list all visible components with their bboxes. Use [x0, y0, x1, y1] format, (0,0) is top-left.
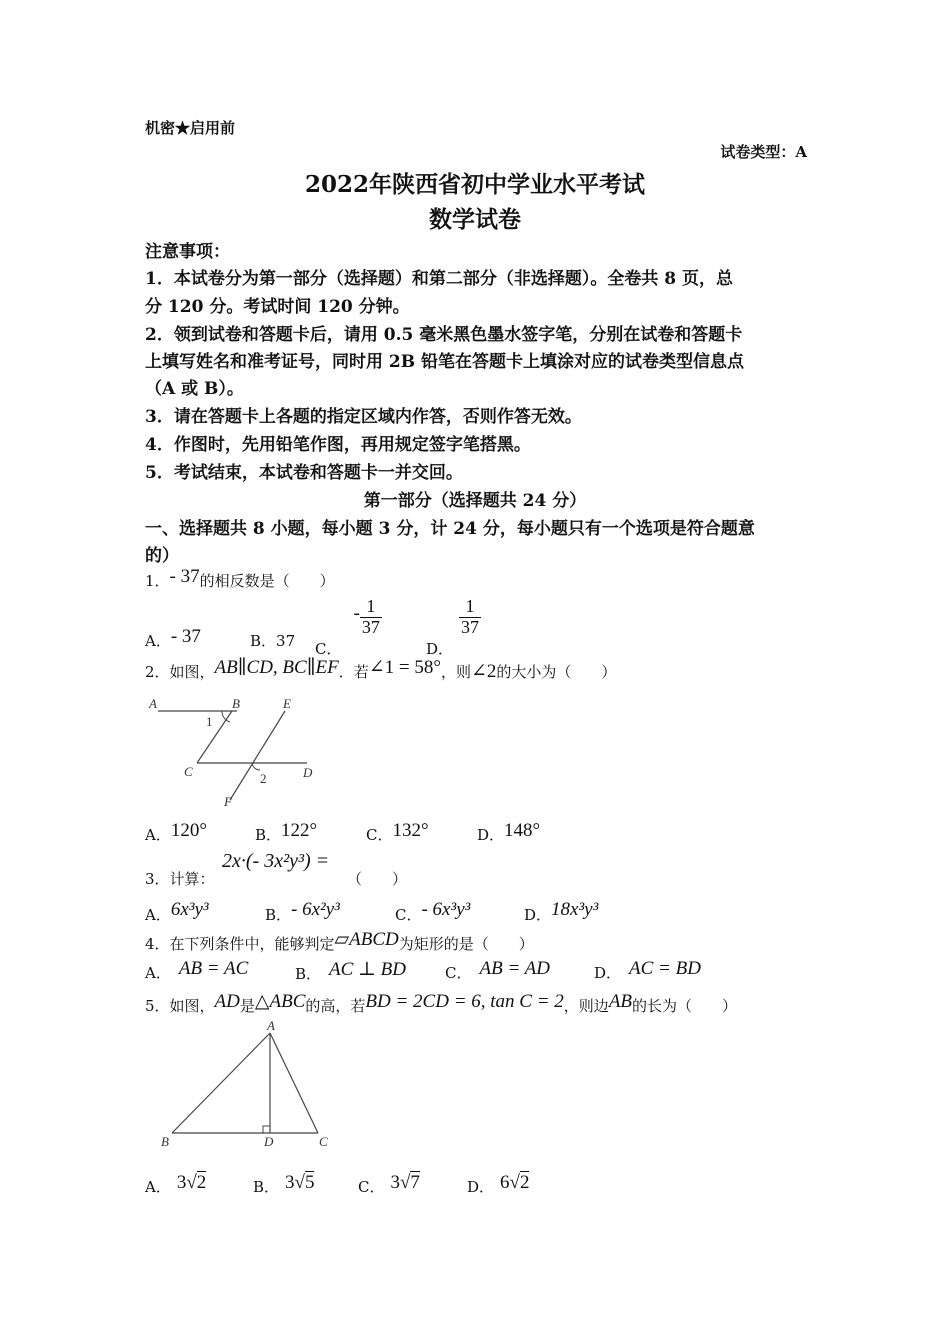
q2-option-a: A．120°: [145, 820, 207, 844]
q2-angle-1-label: 1: [206, 714, 213, 729]
q4-option-d: D． AC = BD: [594, 958, 701, 982]
q2-label-d: D: [303, 765, 313, 780]
notes-line: 3．请在答题卡上各题的指定区域内作答，否则作答无效。: [145, 407, 582, 427]
q5-option-d: D． 6√2: [467, 1172, 530, 1196]
q4-option-c: C． AB = AD: [445, 958, 551, 982]
q3-expression: 2x·(- 3x²y³) =: [222, 850, 330, 872]
exam-subtitle: 数学试卷: [429, 206, 521, 233]
q2-option-c: C．132°: [366, 820, 429, 844]
question-5: 5．如图，AD是△ABC的高，若BD = 2CD = 6, tan C = 2，则边AB的长为（ ）: [145, 991, 738, 1015]
notes-line: 2．领到试卷和答题卡后，请用 0.5 毫米黑色墨水签字笔，分别在试卷和答题卡: [145, 325, 743, 345]
q1-option-b: B．37: [250, 632, 296, 650]
notes-line: 1．本试卷分为第一部分（选择题）和第二部分（非选择题）。全卷共 8 页，总: [145, 269, 733, 289]
q2-label-e: E: [283, 696, 291, 711]
q3-tail: （ ）: [347, 870, 408, 888]
q2-label-f: F: [224, 794, 232, 809]
q5-label-c: C: [319, 1134, 328, 1149]
secret-label: 机密★启用前: [145, 119, 236, 137]
question-3: 3．计算：: [145, 870, 215, 888]
notes-heading: 注意事项：: [145, 242, 230, 262]
q5-figure: [155, 1015, 345, 1155]
q2-angle-expression: ∠1 = 58°: [368, 657, 441, 678]
q1-option-a: A．- 37: [145, 626, 201, 650]
q3-option-d: D．18x³y³: [524, 899, 599, 924]
notes-line: （A 或 B）。: [145, 379, 244, 399]
question-4: 4．在下列条件中，能够判定▱ABCD为矩形的是（ ）: [145, 929, 534, 953]
q2-option-d: D．148°: [477, 820, 541, 844]
q3-option-a: A．6x³y³: [145, 899, 209, 924]
q1-option-c: C．- $\frac{1}{37}$: [315, 596, 380, 659]
paper-type-label: 试卷类型：A: [720, 143, 807, 161]
q5-label-b: B: [161, 1134, 169, 1149]
q2-option-b: B．122°: [255, 820, 318, 844]
q5-label-a: A: [267, 1018, 275, 1033]
notes-line: 上填写姓名和准考证号，同时用 2B 铅笔在答题卡上填涂对应的试卷类型信息点: [145, 352, 745, 372]
question-2: 2．如图，AB∥CD, BC∥EF．若∠1 = 58°，则∠2的大小为（ ）: [145, 657, 617, 682]
q5-option-a: A． 3√2: [145, 1172, 207, 1196]
section-instructions: 一、选择题共 8 小题，每小题 3 分，计 24 分，每小题只有一个选项是符合题意: [145, 519, 755, 539]
notes-line: 分 120 分。考试时间 120 分钟。: [145, 297, 410, 317]
q3-option-b: B．- 6x²y³: [265, 899, 340, 924]
section-instructions-cont: 的）: [145, 546, 179, 566]
q2-label-a: A: [149, 696, 157, 711]
q3-option-c: C．- 6x³y³: [395, 899, 471, 924]
q5-option-c: C． 3√7: [358, 1172, 420, 1196]
question-1: 1．- 37的相反数是（ ）: [145, 566, 335, 590]
q4-parallelogram-expression: ▱ABCD: [334, 929, 399, 950]
q2-parallel-expression: AB∥CD, BC∥EF: [214, 657, 339, 678]
q4-option-a: A． AB = AC: [145, 958, 249, 982]
part1-heading: 第一部分（选择题共 24 分）: [363, 491, 587, 511]
q2-figure: [140, 690, 330, 815]
q5-option-b: B． 3√5: [253, 1172, 315, 1196]
notes-line: 4．作图时，先用铅笔作图，再用规定签字笔搭黑。: [145, 435, 531, 455]
q2-label-b: B: [232, 696, 240, 711]
notes-line: 5．考试结束，本试卷和答题卡一并交回。: [145, 463, 463, 483]
exam-title: 2022年陕西省初中学业水平考试: [304, 171, 645, 198]
q1-option-d: D． $\frac{1}{37}$: [426, 596, 480, 659]
q4-option-b: B． AC ⊥ BD: [295, 959, 407, 983]
q2-label-c: C: [184, 764, 193, 779]
q1-expression: - 37: [169, 566, 200, 587]
q5-label-d: D: [264, 1134, 274, 1149]
q2-angle-2-label: 2: [260, 771, 267, 786]
